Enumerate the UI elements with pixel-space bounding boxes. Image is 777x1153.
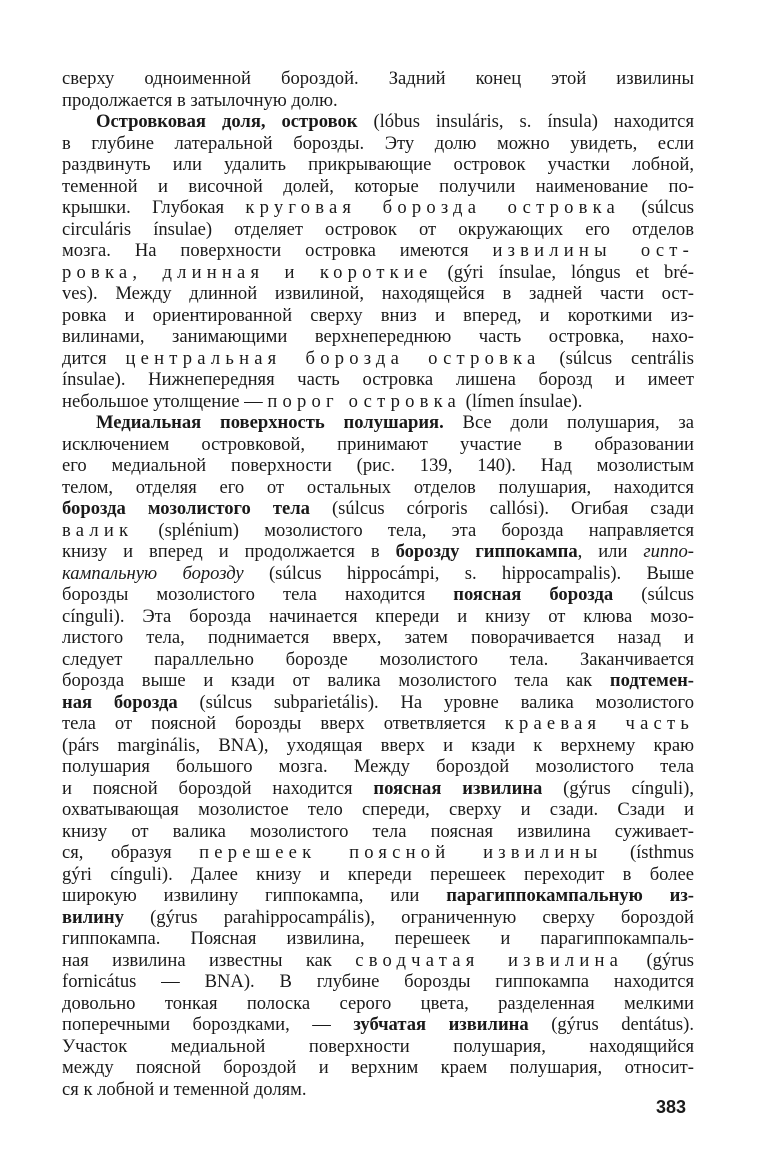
text-run: (límen ínsulae). [461,390,583,412]
text-line [62,348,694,370]
text-line [62,864,694,886]
text-run: (gýrus cínguli), [542,777,694,799]
text-run: книзу и вперед и продолжается в [62,541,396,562]
spaced-term: перешеек поясной извилины [199,842,603,863]
text-run: (súlcus subparietális). На уровне валика мозолистого [177,691,695,713]
text-line [62,606,694,628]
text-line [62,154,694,176]
text-run: исключением островковой, принимают участие в образовании [62,433,694,455]
text-run: (párs marginális, BNA), уходящая вверх и кзади к верхнему краю [62,734,694,756]
text-line [62,1079,694,1101]
text-line [62,305,694,327]
text-line [62,1036,694,1058]
spaced-term: краевая часть [504,713,694,734]
text-run: ровка и ориентированной сверху вниз и вперед, и короткими из- [62,304,694,326]
text-run: охватывающая мозолистое тело спереди, сверху и сзади. Сзади и [62,799,694,820]
text-line [62,649,694,671]
text-line [62,584,694,606]
text-line [62,778,694,800]
bold-term: парагиппокампальную из- [446,885,695,906]
spaced-term: валик [62,519,134,541]
text-line [62,477,694,499]
text-run: борозда выше и кзади от валика мозолистого тела как [62,670,610,691]
text-line [62,971,694,993]
text-run: и поясной бороздой находится [62,777,374,799]
text-run: крышки. Глубокая [62,197,246,218]
text-line [62,111,694,133]
text-run: (gýrus [623,949,694,971]
text-run: раздвинуть или удалить прикрывающие островок участки лобной, [62,154,694,175]
text-run: теменной и височной долей, которые получили наименование по- [62,175,694,197]
text-run: между поясной бороздой и верхним краем полушария, относит- [62,1057,694,1078]
text-line [62,1057,694,1079]
text-line [62,326,694,348]
text-line [62,197,694,219]
text-run: (súlcus centrális [540,347,694,369]
bold-term: зубчатая извилина [353,1014,529,1035]
text-run: (splénium) мозолистого тела, эта борозда направляется [133,519,694,541]
text-line [62,713,694,735]
text-run: небольшое утолщение — [62,390,268,412]
text-line [62,928,694,950]
text-run: в глубине латеральной борозды. Эту долю можно увидеть, если [62,132,694,154]
text-line [62,1014,694,1036]
text-run: широкую извилину гиппокампа, или [62,885,447,906]
text-run: ся, образуя [62,842,200,863]
text-run: (gýri ínsulae, lóngus et bré- [432,261,694,283]
italic-term: кампальную борозду [62,562,244,584]
bold-term: ная борозда [62,691,178,713]
spaced-term: круговая борозда островка [245,197,621,218]
text-line [62,842,694,864]
text-run: cínguli). Эта борозда начинается кпереди и книзу от клюва мозо- [62,605,694,627]
text-run: (gýrus parahippocampális), ограниченную сверху бороздой [123,906,694,928]
text-line [62,627,694,649]
text-line [62,176,694,198]
bold-term: борозда мозолистого тела [62,498,310,519]
text-run: сверху одноименной бороздой. Задний конец этой извилины [62,68,694,89]
text-run: мозга. На поверхности островка имеются [62,240,493,261]
text-run: ves). Между длинной извилиной, находящейся в задней части ост- [62,283,694,304]
text-line [62,498,694,520]
text-line [62,262,694,284]
text-run: его медиальной поверхности (рис. 139, 140). Над мозолистым [62,455,694,476]
italic-term: гиппо- [643,541,694,562]
text-line [62,907,694,929]
text-run: тела от поясной борозды вверх ответвляется [62,713,505,734]
text-run: полушария большого мозга. Между бороздой мозолистого тела [62,756,694,777]
text-run: довольно тонкая полоска серого цвета, разделенная мелкими [62,992,694,1014]
text-run: следует параллельно борозде мозолистого тела. Заканчивается [62,648,694,670]
bold-term: поясная борозда [453,584,614,605]
bold-term: Медиальная поверхность полушария. [96,412,444,433]
bold-term: поясная извилина [373,777,543,799]
spaced-term: ровка, длинная и короткие [62,261,433,283]
text-line [62,391,694,413]
bold-term: Островковая доля, островок [96,111,358,132]
spaced-term: порог островка [267,390,462,412]
text-run: борозды мозолистого тела находится [62,584,454,605]
text-run: (súlcus [620,197,694,218]
text-run: книзу от валика мозолистого тела поясная извилина суживает- [62,820,694,842]
text-run: (súlcus córporis callósi). Огибая сзади [309,498,695,519]
text-run: gýri cínguli). Далее книзу и кпереди перешеек переходит в более [62,863,694,885]
text-line [62,90,694,112]
text-line [62,369,694,391]
text-run: вилинами, занимающими верхнепереднюю часть островка, нахо- [62,326,694,347]
text-line [62,692,694,714]
text-run: Все доли полушария, за [443,412,694,433]
text-run: телом, отделяя его от остальных отделов полушария, находится [62,476,694,498]
text-run: дится [62,347,126,369]
text-line [62,799,694,821]
text-run: (lóbus insuláris, s. ínsula) находится [357,111,694,132]
text-line [62,821,694,843]
text-run: circuláris ínsulae) отделяет островок от окружающих его отделов [62,218,694,240]
text-line [62,756,694,778]
text-line [62,670,694,692]
page-body [62,68,694,1100]
text-run: поперечными бороздками, — [62,1014,354,1035]
text-line [62,455,694,477]
text-line [62,520,694,542]
text-line [62,133,694,155]
text-run: гиппокампа. Поясная извилина, перешеек и парагиппокампаль- [62,928,694,949]
text-line [62,240,694,262]
text-line [62,563,694,585]
text-run: ínsulae). Нижнепередняя часть островка лишена борозд и имеет [62,369,694,390]
text-line [62,434,694,456]
spaced-term: сводчатая извилина [355,949,624,971]
text-line [62,68,694,90]
text-line [62,993,694,1015]
text-line [62,283,694,305]
text-line [62,885,694,907]
bold-term: вилину [62,906,124,928]
text-run: fornicátus — BNA). В глубине борозды гиппокампа находится [62,971,694,992]
text-run: листого тела, поднимается вверх, затем поворачивается назад и [62,627,694,648]
text-run: (súlcus hippocámpi, s. hippocampalis). Выше [243,562,694,584]
spaced-term: извилины ост- [492,240,695,261]
text-run: (ísthmus [602,842,694,863]
text-run: (gýrus dentátus). [528,1014,695,1035]
text-line [62,735,694,757]
text-run: Участок медиальной поверхности полушария, находящийся [62,1035,694,1057]
text-run: продолжается в затылочную долю. [62,89,338,111]
text-line [62,219,694,241]
text-line [62,541,694,563]
text-run: , или [577,541,644,562]
text-line [62,412,694,434]
bold-term: борозду гиппокампа [395,541,578,562]
text-run: ся к лобной и теменной долям. [62,1078,307,1100]
text-line [62,950,694,972]
page-number: 383 [656,1097,687,1117]
spaced-term: центральная борозда островка [125,347,541,369]
text-run: ная извилина известны как [62,949,356,971]
text-run: (súlcus [613,584,694,605]
bold-term: подтемен- [609,670,694,691]
